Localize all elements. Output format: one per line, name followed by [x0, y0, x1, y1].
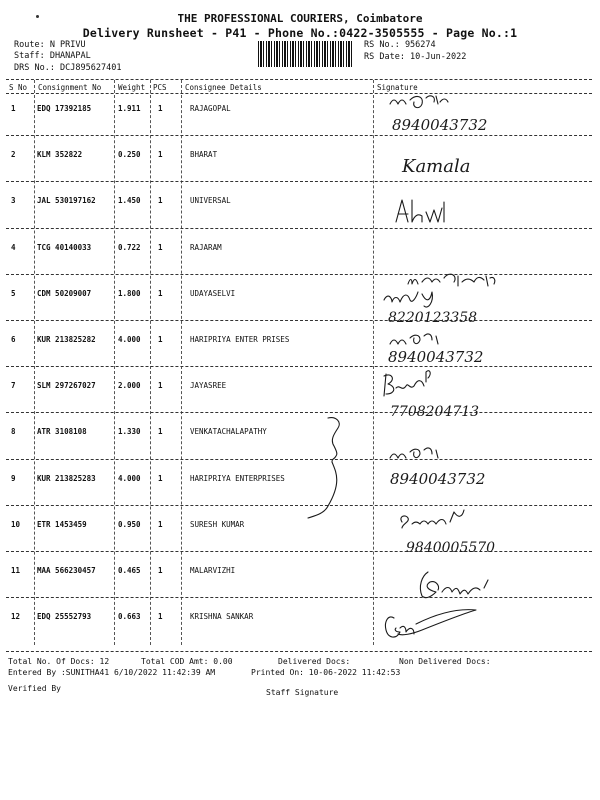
cell-sno: 11: [11, 566, 21, 575]
handwritten-phone-7: 7708204713: [390, 404, 480, 420]
staff-label: Staff: DHANAPAL: [14, 51, 91, 61]
verified-by: Verified By: [8, 684, 61, 693]
handwritten-name-2: Kamala: [402, 156, 471, 177]
cell-sno: 3: [11, 196, 16, 206]
cell-consignment-no: MAA 566230457: [37, 566, 96, 575]
cell-pcs: 1: [158, 104, 163, 113]
column-divider: [34, 80, 35, 645]
cell-sno: 12: [11, 612, 21, 622]
cell-sno: 10: [11, 519, 21, 529]
cell-consignee: RAJAGOPAL: [190, 104, 231, 113]
cell-consignment-no: ATR 3108108: [37, 427, 87, 437]
cell-consignee: RAJARAM: [190, 242, 222, 252]
cell-pcs: 1: [158, 196, 163, 206]
col-header-signature: Signature: [377, 83, 418, 92]
entered-by: Entered By :SUNITHA41 6/10/2022 11:42:39 AM: [8, 668, 216, 677]
cell-consignee: KRISHNA SANKAR: [190, 612, 254, 622]
cell-consignment-no: EDQ 25552793: [37, 612, 92, 622]
cell-consignee: JAYASREE: [190, 381, 227, 391]
cell-weight: 2.000: [118, 381, 141, 391]
cell-weight: 1.330: [118, 427, 141, 437]
cell-pcs: 1: [158, 335, 163, 344]
cell-weight: 0.465: [118, 566, 141, 575]
cell-sno: 6: [11, 335, 16, 344]
cell-consignment-no: KUR 213825283: [37, 473, 96, 483]
cell-weight: 1.450: [118, 196, 141, 206]
route-label: Route: N PRIVU: [14, 40, 86, 50]
cell-sno: 1: [11, 104, 16, 113]
rs-date: RS Date: 10-Jun-2022: [364, 52, 467, 62]
total-cod-amount: Total COD Amt: 0.00: [141, 657, 233, 666]
cell-consignment-no: KUR 213825282: [37, 335, 96, 344]
col-header-pcs: PCS: [153, 83, 167, 92]
runsheet-subtitle: Delivery Runsheet - P41 - Phone No.:0422-3505555 - Page No.:1: [82, 26, 518, 40]
cell-weight: 1.911: [118, 104, 141, 113]
cell-consignee: VENKATACHALAPATHY: [190, 427, 267, 437]
col-header-consignee: Consignee Details: [185, 83, 262, 92]
cell-sno: 7: [11, 381, 16, 391]
handwritten-phone-10: 9840005570: [406, 540, 496, 556]
cell-pcs: 1: [158, 519, 163, 529]
table-bottom-rule: [6, 651, 592, 652]
cell-consignment-no: EDQ 17392185: [37, 104, 92, 113]
cell-pcs: 1: [158, 473, 163, 483]
cell-weight: 4.000: [118, 473, 141, 483]
cell-consignment-no: KLM 352822: [37, 150, 83, 160]
cell-consignment-no: JAL 530197162: [37, 196, 96, 206]
cell-consignment-no: SLM 297267027: [37, 381, 96, 391]
cell-weight: 0.250: [118, 150, 141, 160]
cell-weight: 0.950: [118, 519, 141, 529]
cell-sno: 2: [11, 150, 16, 160]
cell-consignee: BHARAT: [190, 150, 218, 160]
cell-pcs: 1: [158, 566, 163, 575]
handwritten-phone-6: 8940043732: [388, 348, 484, 366]
table-top-rule: [6, 79, 592, 80]
cell-pcs: 1: [158, 242, 163, 252]
cell-consignee: UNIVERSAL: [190, 196, 231, 206]
cell-pcs: 1: [158, 427, 163, 437]
cell-weight: 4.000: [118, 335, 141, 344]
cell-sno: 8: [11, 427, 16, 437]
total-docs: Total No. Of Docs: 12: [8, 657, 110, 666]
cell-pcs: 1: [158, 381, 163, 391]
handwritten-phone-9: 8940043732: [390, 470, 486, 488]
cell-sno: 4: [11, 242, 16, 252]
cell-pcs: 1: [158, 612, 163, 622]
col-header-consignment: Consignment No: [38, 83, 102, 92]
cell-weight: 0.663: [118, 612, 141, 622]
barcode: [258, 41, 354, 67]
handwritten-phone-1: 8940043732: [392, 116, 488, 134]
cell-sno: 5: [11, 288, 16, 298]
col-header-weight: Weight: [118, 83, 146, 92]
cell-weight: 0.722: [118, 242, 141, 252]
cell-consignment-no: ETR 1453459: [37, 519, 87, 529]
cell-weight: 1.800: [118, 288, 141, 298]
drs-number: DRS No.: DCJ895627401: [14, 63, 122, 73]
cell-pcs: 1: [158, 150, 163, 160]
column-divider: [150, 80, 151, 645]
handwritten-phone-5: 8220123358: [388, 310, 478, 326]
cell-consignment-no: TCG 40140033: [37, 242, 92, 252]
column-divider: [181, 80, 182, 645]
cell-consignee: MALARVIZHI: [190, 566, 236, 575]
cell-consignee: SURESH KUMAR: [190, 519, 245, 529]
printed-on: Printed On: 10-06-2022 11:42:53: [251, 668, 401, 677]
non-delivered-docs: Non Delivered Docs:: [399, 657, 491, 666]
company-title: THE PROFESSIONAL COURIERS, Coimbatore: [177, 12, 423, 25]
rs-number: RS No.: 956274: [364, 40, 436, 50]
cell-consignee: UDAYASELVI: [190, 288, 236, 298]
handwritten-signatures: [360, 92, 560, 652]
cell-consignee: HARIPRIYA ENTER PRISES: [190, 335, 290, 344]
cell-consignee: HARIPRIYA ENTERPRISES: [190, 473, 285, 483]
staff-signature: Staff Signature: [266, 688, 339, 697]
column-divider: [114, 80, 115, 645]
cell-consignment-no: CDM 50209007: [37, 288, 92, 298]
delivered-docs: Delivered Docs:: [278, 657, 351, 666]
cell-sno: 9: [11, 473, 16, 483]
cell-pcs: 1: [158, 288, 163, 298]
col-header-sno: S No: [9, 83, 28, 92]
